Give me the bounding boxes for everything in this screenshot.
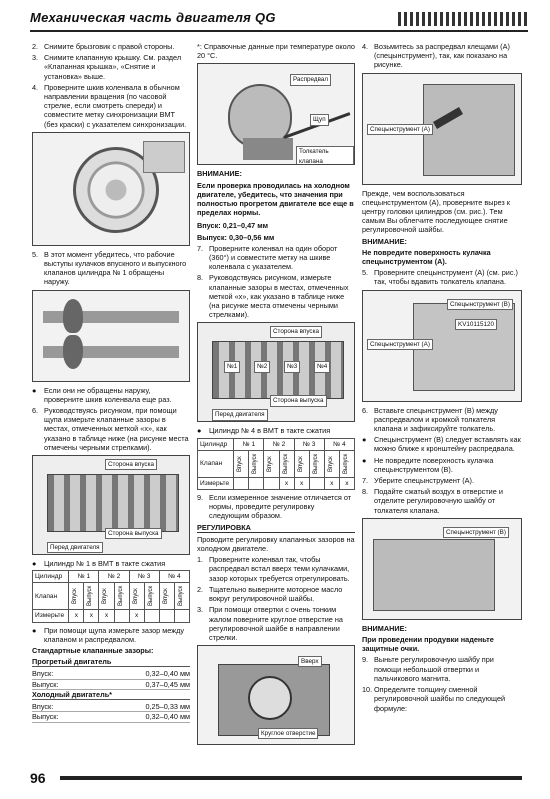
tool-a-figure: Спецынструмент (А) <box>362 73 522 185</box>
warning-title: ВНИМАНИЕ: <box>362 236 407 246</box>
paragraph: Проводите регулировку клапанных зазоров на холодном двигателе. <box>197 534 355 554</box>
clearance-table-cyl4: Цилиндр № 1 № 2 № 3 № 4 Клапан Впуск Выпуск Впуск Выпуск Впуск Выпуск Впуск Выпуск Измерьте x x x x <box>197 438 355 490</box>
spec-row: Впуск: 0,32–0,40 мм <box>32 669 190 679</box>
column-1 <box>32 42 190 723</box>
list-item: 4. Проверните шкив коленвала в обычном направлении вращения (по часовой стрелке, если смотреть спереди) и совместите метку синхронизации ВМТ (без краски) с указателем синхронизации. <box>32 82 187 129</box>
list-item: 2. Тщательно выверните моторное масло вокруг регулировочной шайбы. <box>197 584 343 604</box>
list-item: 8. Подайте сжатый воздух в отверстие и отделите регулировочную шайбу от толкателя клапана. <box>362 487 503 515</box>
list-item: 4. Возьмитесь за распредвал клещами (А) (спецынструмент), так, как показано на рисунке. <box>362 42 510 70</box>
bullet-item: ● Цилиндр № 1 в ВМТ в такте сжатия <box>32 559 166 569</box>
spec-inlet: Впуск: 0,21–0,47 мм <box>197 221 269 231</box>
list-item: 7. Проверните коленвал на один оборот (360°) и совместите метку на шкиве коленвала с указателем. <box>197 243 338 272</box>
footer-rule <box>60 776 522 780</box>
spec-row: Выпуск: 0,37–0,45 мм <box>32 679 190 689</box>
valve-layout-figure-cyl4: Сторона впуска №1 №2 №3 №4 Сторона выпуска Перед двигателя <box>197 322 355 422</box>
tool-b-figure: Спецынструмент (В) Спецынструмент (А) KV10115120 <box>362 290 522 402</box>
list-item: 3. При помощи отвертки с очень тонким жалом поверните круглое отверстие на регулировочной шайбе в направлении стрелки. <box>197 605 343 642</box>
list-item: 1. Проверните коленвал так, чтобы распредвал встал вверх теми кулачками, зазор которых требуется отрегулировать. <box>197 555 350 583</box>
spec-row: Выпуск: 0,32–0,40 мм <box>32 712 190 722</box>
list-item: 8. Руководствуясь рисунком, измерьте клапанные зазоры в местах, отмеченных меткой «х», как указано в таблице ниже (на рисунке места отмечены черными стрелками). <box>197 273 349 320</box>
page-title: Механическая часть двигателя QG <box>30 10 276 25</box>
bullet-item: ● При помощи щупа измерьте зазор между клапаном и распредвалом. <box>32 625 185 644</box>
page-header <box>30 8 528 32</box>
section-title: РЕГУЛИРОВКА <box>197 523 355 533</box>
warning-text: При проведении продувки наденьте защитные очки. <box>362 635 494 654</box>
list-item: 9. Если измеренное значение отличается от нормы, проведите регулировку следующим образом. <box>197 493 352 521</box>
warning-title: ВНИМАНИЕ: <box>197 169 242 179</box>
list-item: 10. Определите толщину сменной регулировочной шайбы по следующей формуле: <box>362 685 506 713</box>
valve-layout-figure-cyl1: Сторона впуска Сторона выпуска Перед двигателя <box>32 455 190 555</box>
page-number: 96 <box>30 770 46 786</box>
list-item: 9. Выньте регулировочную шайбу при помощи небольшой отвертки и пальчикового магнита. <box>362 655 494 683</box>
bullet-item: ● Цилиндр № 4 в ВМТ в такте сжатия <box>197 426 331 436</box>
crank-pulley-figure <box>32 132 190 246</box>
spec-row: Впуск: 0,25–0,33 мм <box>32 702 190 712</box>
hot-engine-title: Прогретый двигатель <box>32 657 190 667</box>
list-item: 2. Снимите брызговик с правой стороны. <box>32 42 175 51</box>
warning-text: Если проверка проводилась на холодном двигателе, убедитесь, что значения при полностью прогретом двигателе все еще в пределах нормы. <box>197 180 354 218</box>
bullet-item: ● Спецынструмент (В) следует вставлять как можно ближе к кронштейну распредвала. <box>362 435 521 454</box>
bullet-item: ● Не повредите поверхность кулачка спецынструментом (В). <box>362 455 494 474</box>
bullet-item: ● Если они не обращены наружу, проверните шкив коленвала еще раз. <box>32 385 172 404</box>
header-decoration <box>398 12 528 26</box>
column-2 <box>197 42 355 749</box>
camshaft-lobes-figure <box>32 290 190 382</box>
feeler-gauge-figure: Распредвал Щуп Толкатель клапана <box>197 63 355 165</box>
footnote: *: Справочные данные при температуре около 20 °С. <box>197 42 355 61</box>
compressed-air-figure: Спецынструмент (В) <box>362 518 522 620</box>
warning-title: ВНИМАНИЕ: <box>362 623 407 633</box>
shim-rotation-figure: Вверх Круглое отверстие <box>197 645 355 745</box>
column-3 <box>362 42 522 715</box>
list-item: 7. Уберите спецынструмент (А). <box>362 476 474 486</box>
list-item: 6. Руководствуясь рисунком, при помощи щупа измерьте клапанные зазоры в местах, отмеченных меткой «х», как указано в таблице ниже (на рисунке места отмечены черными стрелками). <box>32 406 189 452</box>
spec-title: Стандартные клапанные зазоры: <box>32 646 154 656</box>
list-item: 5. Проверните спецынструмент (А) (см. рис.) так, чтобы вдавить толкатель клапана. <box>362 268 518 287</box>
clearance-table-cyl1: Цилиндр № 1 № 2 № 3 № 4 Клапан Впуск Выпуск Впуск Выпуск Впуск Выпуск Впуск Выпуск Измерьте x x x x <box>32 570 190 622</box>
warning-text: Не повредите поверхность кулачка спецынструментом (А). <box>362 247 491 267</box>
spec-outlet: Выпуск: 0,30–0,56 мм <box>197 232 275 242</box>
paragraph: Прежде, чем воспользоваться спецынструментом (А), проверните вырез к центру головки цилиндров (см. рис.). Тем самым Вы облегчите последующее снятие регулировочной шайбы. <box>362 188 510 235</box>
list-item: 3. Снимите клапанную крышку. См. раздел «Клапанная крышка», «Снятие и установка» выше. <box>32 53 182 81</box>
list-item: 5. В этот момент убедитесь, что рабочие выступы кулачков впускного и выпускного клапанов цилиндра № 1 обращены наружу. <box>32 249 187 287</box>
list-item: 6. Вставьте спецынструмент (В) между распредвалом и кромкой толкателя клапана и зафиксируйте толкатель. <box>362 405 498 434</box>
cold-engine-title: Холодный двигатель* <box>32 690 190 700</box>
